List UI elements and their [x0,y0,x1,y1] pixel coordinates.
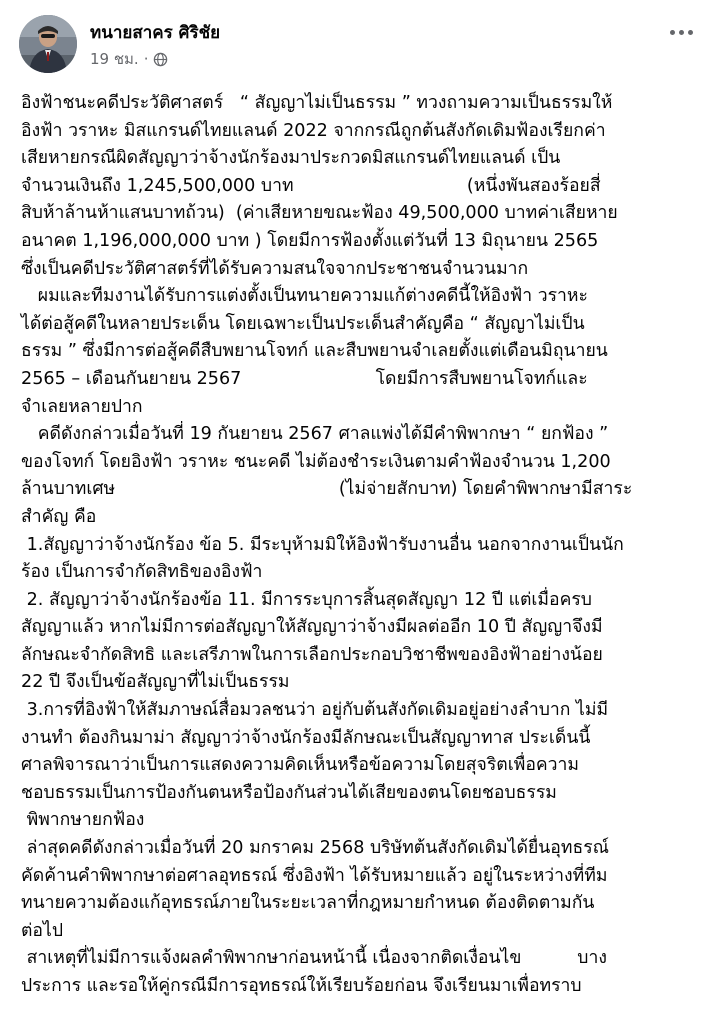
post-text-line: สาเหตุที่ไม่มีการแจ้งผลคำพิพากษาก่อนหน้านี้ เนื่องจากติดเงื่อนไข บาง [21,948,607,969]
post-text-line: 2. สัญญาว่าจ้างนักร้องข้อ 11. มีการระบุการสิ้นสุดสัญญา 12 ปี แต่เมื่อครบ [21,589,592,610]
post-text-line: 3.การที่อิงฟ้าให้สัมภาษณ์สื่อมวลชนว่า อยู่กับต้นสังกัดเดิมอยู่อย่างลำบาก ไม่มี [21,700,609,721]
post-text-line: ประการ และรอให้คู่กรณีมีการอุทธรณ์ให้เรียบร้อยก่อน จึงเรียนมาเพื่อทราบ [21,976,582,996]
post-text-line: สิบห้าล้านห้าแสนบาทถ้วน) (ค่าเสียหายขณะฟ้อง 49,500,000 บาทค่าเสียหาย [21,203,618,224]
post-text-line: 1.สัญญาว่าจ้างนักร้อง ข้อ 5. มีระบุห้ามมิให้อิงฟ้ารับงานอื่น นอกจากงานเป็นนัก [21,534,624,555]
post-text-line: อนาคต 1,196,000,000 บาท ) โดยมีการฟ้องตั้งแต่วันที่ 13 มิถุนายน 2565 [21,230,599,251]
author-avatar[interactable] [19,15,77,73]
post-text-line: จำนวนเงินถึง 1,245,500,000 บาท (หนึ่งพันสองร้อยสี่ [21,175,601,196]
post-text-line: พิพากษายกฟ้อง [21,810,145,831]
meta-separator: · [143,50,149,68]
post-text-line: คดีดังกล่าวเมื่อวันที่ 19 กันยายน 2567 ศาลแพ่งได้มีคำพิพากษา “ ยกฟ้อง ” [21,424,609,445]
post-header [0,0,713,80]
post-text-line: ชอบธรรมเป็นการป้องกันตนหรือป้องกันส่วนได้เสียของตนโดยชอบธรรม [21,782,557,803]
post-text-line: ธรรม ” ซึ่งมีการต่อสู้คดีสืบพยานโจทก์ และสืบพยานจำเลยตั้งแต่เดือนมิถุนายน [21,341,608,362]
post-text-line: ศาลพิจารณาว่าเป็นการแสดงความคิดเห็นหรือข้อความโดยสุจริตเพื่อความ [21,755,580,776]
post-meta [90,47,168,71]
post-text-line: 22 ปี จึงเป็นข้อสัญญาที่ไม่เป็นธรรม [21,672,290,693]
post-text-line: อิงฟ้าชนะคดีประวัติศาสตร์ “ สัญญาไม่เป็นธรรม ” ทวงถามความเป็นธรรมให้ [21,93,613,113]
author-name[interactable]: ทนายสาคร ศิริชัย [90,23,221,43]
more-options-button[interactable] [665,20,697,44]
post-text-line: สำคัญ คือ [21,506,97,527]
profile-avatar-icon [19,15,77,73]
post-text-line: ต่อไป [21,920,64,941]
post-text-line: ร้อง เป็นการจำกัดสิทธิของอิงฟ้า [21,562,263,583]
post-text-line: สัญญาแล้ว หากไม่มีการต่อสัญญาให้สัญญาว่าจ้างมีผลต่ออีก 10 ปี สัญญาจึงมี [21,617,603,638]
post-text-line: 2565 – เดือนกันยายน 2567 โดยมีการสืบพยานโจทก์และ [21,368,588,389]
post-text-line: จำเลยหลายปาก [21,396,143,417]
post-text-line: เสียหายกรณีผิดสัญญาว่าจ้างนักร้องมาประกวดมิสแกรนด์ไทยแลนด์ เป็น [21,148,561,169]
post-text [21,90,701,1001]
post-text-line: ผมและทีมงานได้รับการแต่งตั้งเป็นทนายความแก้ต่างคดีนี้ให้อิงฟ้า วราหะ [21,286,588,307]
globe-icon[interactable] [153,52,168,67]
post-text-line: ทนายความต้องแก้อุทธรณ์ภายในระยะเวลาที่กฎหมายกำหนด ต้องติดตามกัน [21,893,595,914]
post-text-line: งานทำ ต้องกินมาม่า สัญญาว่าจ้างนักร้องมีลักษณะเป็นสัญญาทาส ประเด็นนี้ [21,727,591,748]
more-options-icon [670,30,675,35]
post-text-line: ล้านบาทเศษ (ไม่จ่ายสักบาท) โดยคำพิพากษามีสาระ [21,479,633,500]
post-text-line: ได้ต่อสู้คดีในหลายประเด็น โดยเฉพาะเป็นประเด็นสำคัญคือ “ สัญญาไม่เป็น [21,313,585,334]
post-time[interactable]: 19 ชม. [90,50,139,68]
post-text-line: ลักษณะจำกัดสิทธิ และเสรีภาพในการเลือกประกอบวิชาชีพของอิงฟ้าอย่างน้อย [21,644,603,665]
post-text-line: ซึ่งเป็นคดีประวัติศาสตร์ที่ได้รับความสนใจจากประชาชนจำนวนมาก [21,258,529,279]
post-text-line: อิงฟ้า วราหะ มิสแกรนด์ไทยแลนด์ 2022 จากกรณีถูกต้นสังกัดเดิมฟ้องเรียกค่า [21,120,606,141]
post-text-line: ล่าสุดคดีดังกล่าวเมื่อวันที่ 20 มกราคม 2568 บริษัทต้นสังกัดเดิมได้ยื่นอุทธรณ์ [21,838,609,859]
post-text-line: คัดค้านคำพิพากษาต่อศาลอุทธรณ์ ซึ่งอิงฟ้า ได้รับหมายแล้ว อยู่ในระหว่างที่ทีม [21,865,608,886]
post-text-line: ของโจทก์ โดยอิงฟ้า วราหะ ชนะคดี ไม่ต้องชำระเงินตามคำฟ้องจำนวน 1,200 [21,451,611,472]
